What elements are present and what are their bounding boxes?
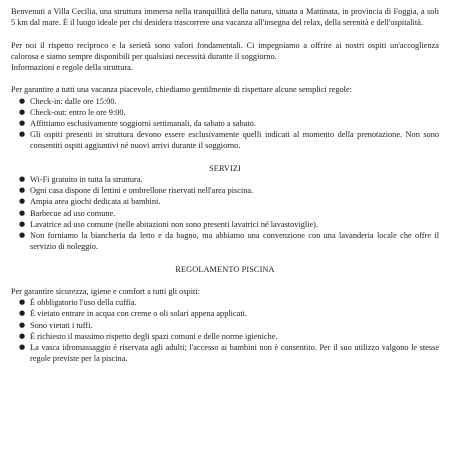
piscina-intro: Per garantire sicurezza, igiene e comfort a tutti gli ospiti: (11, 287, 200, 296)
list-item: ● Barbecue ad uso comune. (19, 208, 116, 218)
rules-list (11, 96, 439, 152)
piscina-heading: REGOLAMENTO PISCINA (175, 264, 275, 274)
list-item: ● È richiesto il massimo rispetto degli spazi comuni e delle norme igieniche. (19, 331, 278, 341)
document-page (11, 6, 439, 364)
bullet-icon: ● (19, 96, 26, 105)
servizi-list (11, 174, 439, 252)
bullet-icon: ● (19, 331, 26, 340)
list-item: ● Check-in: dalle ore 15:00. (19, 96, 117, 106)
bullet-icon: ● (19, 231, 26, 240)
values-paragraph: Per noi il rispetto reciproco e la serietà sono valori fondamentali. Ci impegniamo a offrire ai nostri ospiti un'accoglienza calorosa e siamo sempre disponibili per qualsiasi necessità durante il soggiorno. (11, 40, 439, 61)
list-item: ● Non forniamo la biancheria da letto e da bagno, ma abbiamo una convenzione con una lavanderia locale che offre il servizio di noleggio. (19, 231, 439, 252)
list-item: ● La vasca idromassaggio è riservata agli adulti; l'accesso ai bambini non è consentito. Per il suo utilizzo valgono le stesse regole previste per la piscina. (19, 343, 439, 364)
bullet-icon: ● (19, 343, 26, 352)
list-item: ● Ogni casa dispone di lettini e ombrellone riservati nell'area piscina. (19, 186, 254, 196)
list-item: ● Gli ospiti presenti in struttura devono essere esclusivamente quelli indicati al momento della prenotazione. Non sono consentiti ospiti aggiuntivi né nuovi arrivi durante il soggiorno. (19, 130, 439, 151)
list-item: ● È vietato entrare in acqua con creme o oli solari appena applicati. (19, 309, 248, 319)
welcome-paragraph: Benvenuti a Villa Cecilia, una struttura immersa nella tranquillità della natura, situata a Mattinata, in provincia di Foggia, a soli 5 km dal mare. È il luogo ideale per chi desidera trascorrere una vacanza all'insegna del relax, della serenità e dell'ospitalità. (11, 7, 439, 28)
bullet-icon: ● (19, 208, 26, 217)
info-rules-line: Informazioni e regole della struttura. (11, 63, 133, 72)
list-item: ● Wi-Fi gratuito in tutta la struttura. (19, 175, 143, 184)
list-item: ● Ampia area giochi dedicata ai bambini. (19, 197, 161, 207)
bullet-icon: ● (19, 130, 26, 139)
bullet-icon: ● (19, 298, 26, 307)
bullet-icon: ● (19, 175, 26, 183)
bullet-icon: ● (19, 119, 26, 127)
piscina-list (11, 297, 439, 364)
servizi-heading: SERVIZI (209, 163, 241, 173)
bullet-icon: ● (19, 107, 26, 116)
bullet-icon: ● (19, 186, 26, 195)
bullet-icon: ● (19, 197, 26, 206)
list-item: ● Affittiamo esclusivamente soggiorni settimanali, da sabato a sabato. (19, 119, 256, 128)
bullet-icon: ● (19, 320, 26, 329)
list-item: ● Lavatrice ad uso comune (nelle abitazioni non sono presenti lavatrici né lavastoviglie). (19, 219, 318, 229)
bullet-icon: ● (19, 309, 26, 318)
list-item: ● Sono vietati i tuffi. (19, 320, 93, 330)
bullet-icon: ● (19, 219, 26, 228)
list-item: ● È obbligatorio l'uso della cuffia. (19, 298, 137, 308)
list-item: ● Check-out: entro le ore 9:00. (19, 107, 126, 117)
rules-intro-paragraph: Per garantire a tutti una vacanza piacevole, chiediamo gentilmente di rispettare alcune semplici regole: (11, 85, 352, 95)
